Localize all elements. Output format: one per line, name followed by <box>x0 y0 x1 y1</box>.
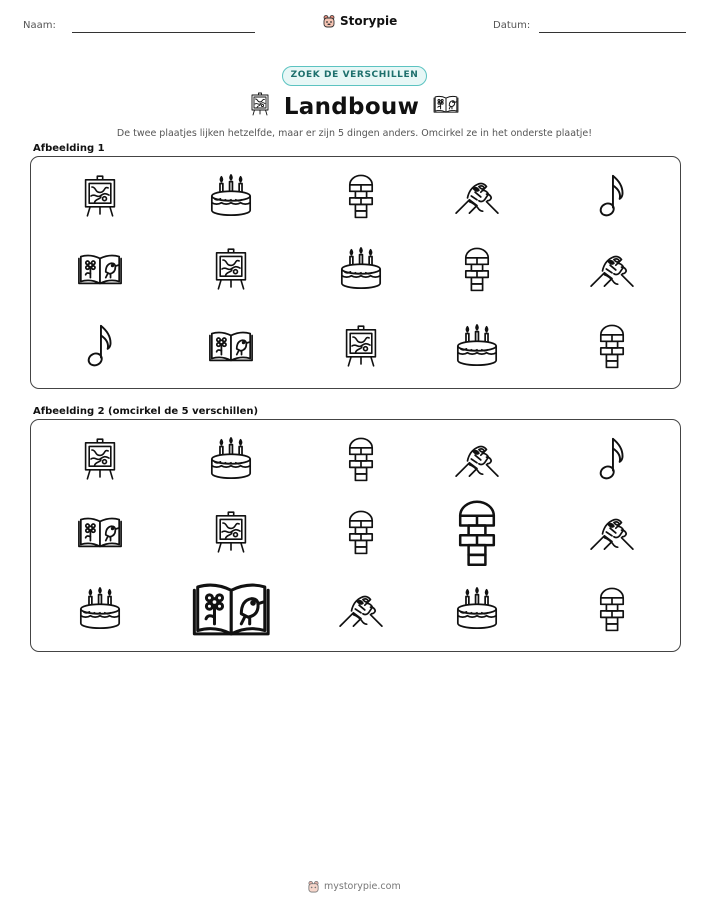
panel1-label: Afbeelding 1 <box>33 143 105 154</box>
book-icon[interactable] <box>191 579 272 639</box>
hopscotch-icon[interactable] <box>598 586 626 632</box>
music-note-icon <box>597 173 627 219</box>
handshake-icon[interactable] <box>454 440 500 478</box>
storypie-logo-icon <box>307 880 320 893</box>
title-painting-icon <box>250 92 270 122</box>
cake-icon <box>339 246 383 292</box>
storypie-logo-icon <box>322 14 336 28</box>
book-icon <box>77 252 123 286</box>
hopscotch-icon[interactable] <box>347 436 375 482</box>
book-icon[interactable] <box>77 515 123 549</box>
brand-logo <box>322 14 397 28</box>
painting-icon <box>82 174 118 218</box>
footer <box>307 880 401 893</box>
painting-icon <box>343 324 379 368</box>
painting-icon <box>213 247 249 291</box>
hopscotch-icon <box>598 323 626 369</box>
painting-icon[interactable] <box>82 437 118 481</box>
handshake-icon[interactable] <box>338 590 384 628</box>
brand-name: Storypie <box>340 14 398 28</box>
instructions: De twee plaatjes lijken hetzelfde, maar er zijn 5 dingen anders. Omcirkel ze in het onderste plaatje! <box>116 128 593 139</box>
page-title <box>0 92 709 122</box>
cake-icon <box>209 173 253 219</box>
book-icon <box>208 329 254 363</box>
hopscotch-icon[interactable] <box>347 509 375 555</box>
handshake-icon[interactable] <box>589 513 635 551</box>
hopscotch-icon <box>463 246 491 292</box>
hopscotch-icon[interactable] <box>456 498 498 567</box>
cake-icon[interactable] <box>209 436 253 482</box>
cake-icon[interactable] <box>78 586 122 632</box>
handshake-icon <box>589 250 635 288</box>
hopscotch-icon <box>347 173 375 219</box>
music-note-icon[interactable] <box>597 436 627 482</box>
panel2-label: Afbeelding 2 (omcirkel de 5 verschillen) <box>33 406 259 417</box>
painting-icon[interactable] <box>213 510 249 554</box>
title-book-icon <box>433 94 459 120</box>
date-field[interactable] <box>539 32 686 33</box>
name-field[interactable] <box>72 32 255 33</box>
date-label: Datum: <box>493 20 531 31</box>
handshake-icon <box>454 177 500 215</box>
title-text: Landbouw <box>283 94 420 120</box>
name-label: Naam: <box>23 20 56 31</box>
footer-site[interactable]: mystorypie.com <box>324 881 401 892</box>
activity-tag: ZOEK DE VERSCHILLEN <box>282 66 427 86</box>
music-note-icon <box>85 323 115 369</box>
cake-icon[interactable] <box>455 586 499 632</box>
cake-icon <box>455 323 499 369</box>
